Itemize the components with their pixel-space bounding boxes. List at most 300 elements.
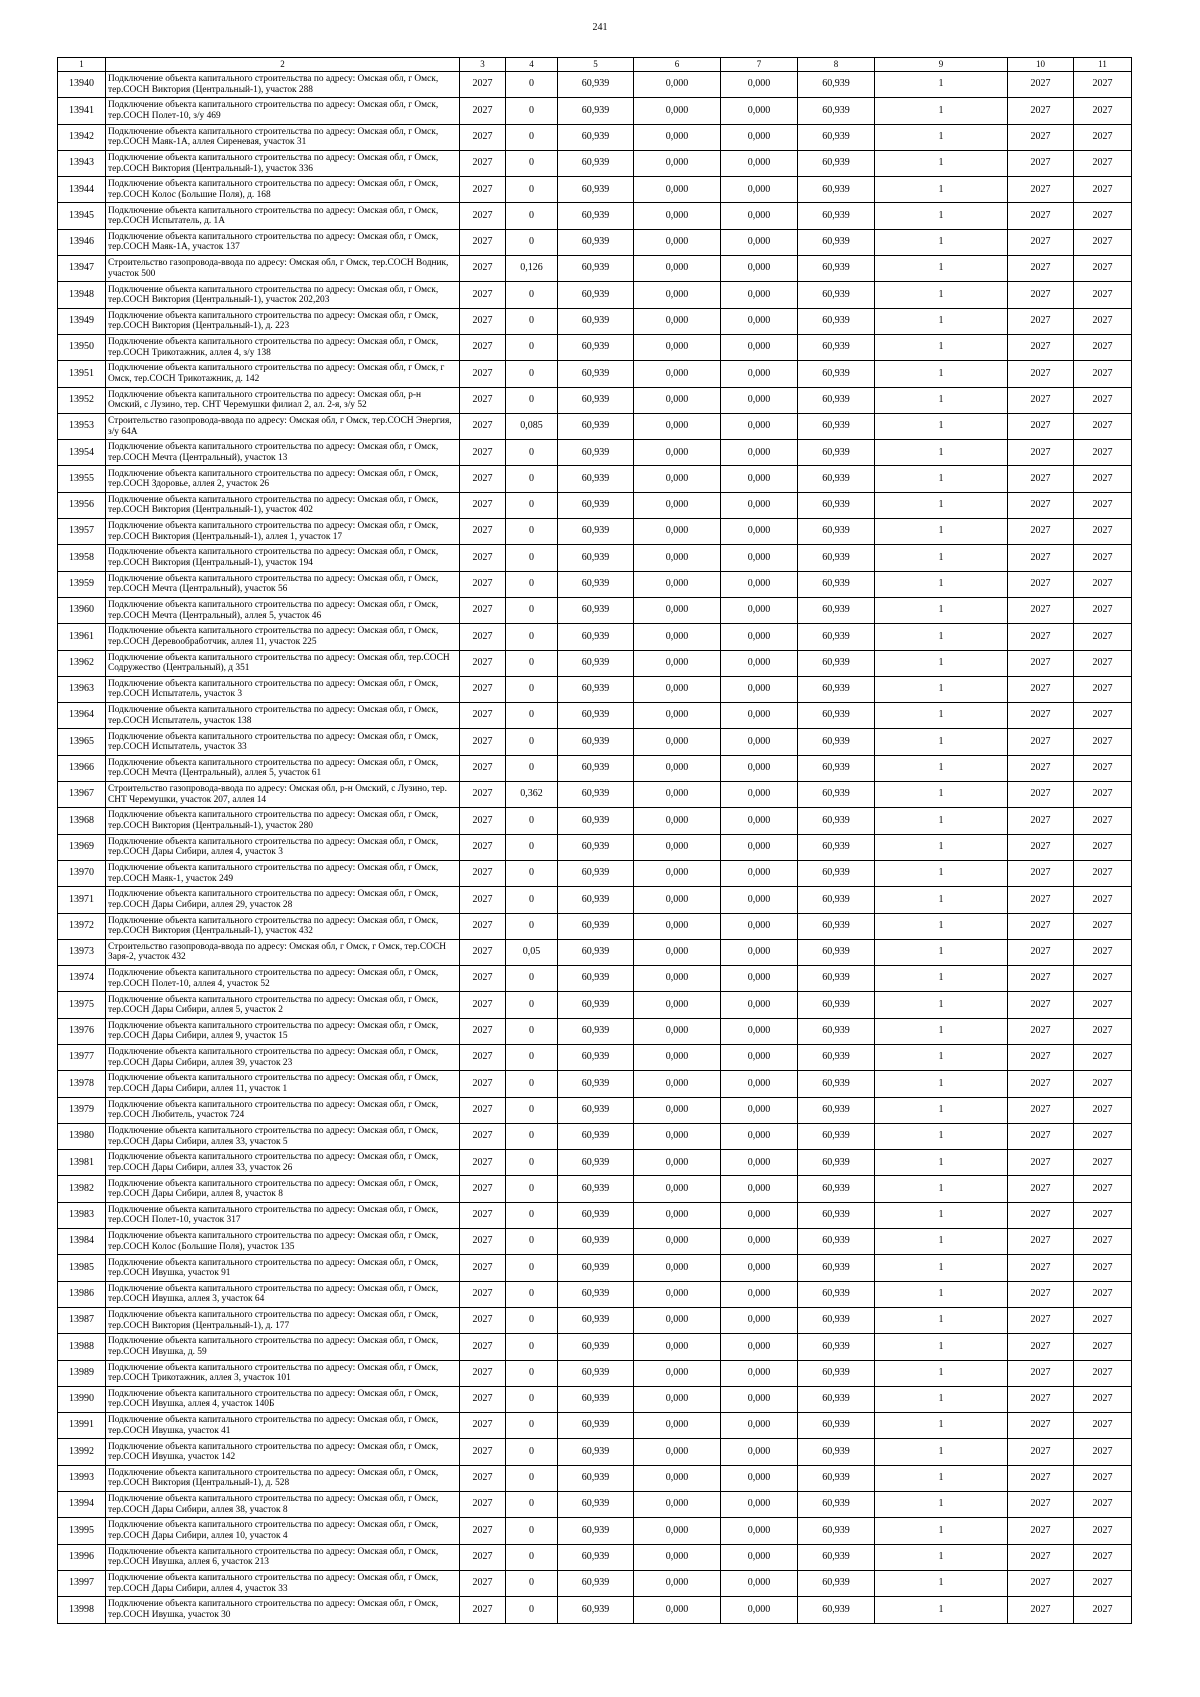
count-cell: 1: [875, 650, 1008, 676]
value-cell: 60,939: [558, 887, 634, 913]
count-cell: 1: [875, 1597, 1008, 1623]
value-cell: 0,000: [721, 676, 798, 702]
length-cell: 0: [506, 1018, 558, 1044]
value-cell: 60,939: [558, 229, 634, 255]
value-cell: 60,939: [798, 703, 875, 729]
value-cell: 60,939: [798, 203, 875, 229]
value-cell: 60,939: [558, 98, 634, 124]
value-cell: 60,939: [798, 72, 875, 98]
row-number-cell: 13964: [58, 703, 106, 729]
table-row: [58, 1229, 1132, 1255]
count-cell: 1: [875, 939, 1008, 965]
value-cell: 0,000: [634, 966, 721, 992]
year-cell: 2027: [460, 203, 506, 229]
start-year-cell: 2027: [1008, 992, 1074, 1018]
value-cell: 0,000: [721, 1439, 798, 1465]
header-cell: 3: [460, 58, 506, 72]
length-cell: 0: [506, 1439, 558, 1465]
length-cell: 0: [506, 992, 558, 1018]
row-number-cell: 13953: [58, 413, 106, 439]
description-cell: Подключение объекта капитального строительства по адресу: Омская обл, г Омск, тер.СОСН Дары Сибири, аллея 39, участок 23: [106, 1044, 460, 1070]
start-year-cell: 2027: [1008, 1544, 1074, 1570]
value-cell: 60,939: [798, 1097, 875, 1123]
row-number-cell: 13994: [58, 1492, 106, 1518]
length-cell: 0: [506, 597, 558, 623]
year-cell: 2027: [460, 282, 506, 308]
start-year-cell: 2027: [1008, 624, 1074, 650]
table-row: [58, 1386, 1132, 1412]
description-cell: Подключение объекта капитального строительства по адресу: Омская обл, г Омск, тер.СОСН Мечта (Центральный), участок 13: [106, 440, 460, 466]
count-cell: 1: [875, 282, 1008, 308]
description-cell: Строительство газопровода-ввода по адресу: Омская обл, р-н Омский, с Лузино, тер. СНТ Черемушки, участок 207, аллея 14: [106, 782, 460, 808]
start-year-cell: 2027: [1008, 334, 1074, 360]
row-number-cell: 13957: [58, 519, 106, 545]
value-cell: 60,939: [798, 98, 875, 124]
end-year-cell: 2027: [1074, 597, 1132, 623]
row-number-cell: 13989: [58, 1360, 106, 1386]
end-year-cell: 2027: [1074, 834, 1132, 860]
value-cell: 0,000: [721, 519, 798, 545]
value-cell: 0,000: [634, 150, 721, 176]
value-cell: 0,000: [634, 1492, 721, 1518]
year-cell: 2027: [460, 1071, 506, 1097]
start-year-cell: 2027: [1008, 1097, 1074, 1123]
value-cell: 0,000: [634, 1281, 721, 1307]
count-cell: 1: [875, 387, 1008, 413]
end-year-cell: 2027: [1074, 519, 1132, 545]
row-number-cell: 13976: [58, 1018, 106, 1044]
count-cell: 1: [875, 1281, 1008, 1307]
value-cell: 0,000: [634, 860, 721, 886]
year-cell: 2027: [460, 860, 506, 886]
start-year-cell: 2027: [1008, 1307, 1074, 1333]
count-cell: 1: [875, 98, 1008, 124]
value-cell: 60,939: [798, 440, 875, 466]
length-cell: 0: [506, 1597, 558, 1623]
value-cell: 0,000: [634, 913, 721, 939]
length-cell: 0: [506, 1334, 558, 1360]
value-cell: 60,939: [558, 282, 634, 308]
start-year-cell: 2027: [1008, 1518, 1074, 1544]
length-cell: 0: [506, 361, 558, 387]
value-cell: 60,939: [798, 150, 875, 176]
value-cell: 60,939: [558, 1597, 634, 1623]
start-year-cell: 2027: [1008, 1255, 1074, 1281]
start-year-cell: 2027: [1008, 939, 1074, 965]
row-number-cell: 13974: [58, 966, 106, 992]
length-cell: 0: [506, 676, 558, 702]
value-cell: 0,000: [721, 1071, 798, 1097]
value-cell: 0,000: [634, 1465, 721, 1491]
value-cell: 0,000: [721, 334, 798, 360]
end-year-cell: 2027: [1074, 1597, 1132, 1623]
value-cell: 0,000: [634, 177, 721, 203]
year-cell: 2027: [460, 1544, 506, 1570]
row-number-cell: 13952: [58, 387, 106, 413]
value-cell: 0,000: [721, 387, 798, 413]
description-cell: Подключение объекта капитального строительства по адресу: Омская обл, тер.СОСН Содружество (Центральный), д 351: [106, 650, 460, 676]
value-cell: 0,000: [721, 1413, 798, 1439]
table-row: [58, 992, 1132, 1018]
year-cell: 2027: [460, 624, 506, 650]
start-year-cell: 2027: [1008, 124, 1074, 150]
end-year-cell: 2027: [1074, 229, 1132, 255]
value-cell: 60,939: [558, 308, 634, 334]
length-cell: 0,126: [506, 256, 558, 282]
row-number-cell: 13998: [58, 1597, 106, 1623]
description-cell: Подключение объекта капитального строительства по адресу: Омская обл, г Омск, тер.СОСН Деревообработчик, аллея 11, участок 225: [106, 624, 460, 650]
table-row: [58, 571, 1132, 597]
row-number-cell: 13995: [58, 1518, 106, 1544]
year-cell: 2027: [460, 440, 506, 466]
year-cell: 2027: [460, 72, 506, 98]
count-cell: 1: [875, 466, 1008, 492]
end-year-cell: 2027: [1074, 1255, 1132, 1281]
count-cell: 1: [875, 992, 1008, 1018]
count-cell: 1: [875, 150, 1008, 176]
start-year-cell: 2027: [1008, 1360, 1074, 1386]
year-cell: 2027: [460, 1229, 506, 1255]
end-year-cell: 2027: [1074, 1544, 1132, 1570]
count-cell: 1: [875, 729, 1008, 755]
end-year-cell: 2027: [1074, 1439, 1132, 1465]
year-cell: 2027: [460, 519, 506, 545]
start-year-cell: 2027: [1008, 1018, 1074, 1044]
page-number: 241: [592, 22, 608, 33]
value-cell: 60,939: [558, 860, 634, 886]
header-cell: 11: [1074, 58, 1132, 72]
value-cell: 0,000: [634, 545, 721, 571]
value-cell: 0,000: [721, 966, 798, 992]
year-cell: 2027: [460, 1281, 506, 1307]
description-cell: Подключение объекта капитального строительства по адресу: Омская обл, г Омск, тер.СОСН Мечта (Центральный), участок 56: [106, 571, 460, 597]
end-year-cell: 2027: [1074, 1229, 1132, 1255]
length-cell: 0: [506, 650, 558, 676]
end-year-cell: 2027: [1074, 887, 1132, 913]
row-number-cell: 13947: [58, 256, 106, 282]
description-cell: Подключение объекта капитального строительства по адресу: Омская обл, г Омск, тер.СОСН Ивушка, участок 30: [106, 1597, 460, 1623]
end-year-cell: 2027: [1074, 992, 1132, 1018]
count-cell: 1: [875, 597, 1008, 623]
length-cell: 0: [506, 808, 558, 834]
value-cell: 60,939: [558, 1255, 634, 1281]
table-row: [58, 1018, 1132, 1044]
value-cell: 60,939: [798, 650, 875, 676]
start-year-cell: 2027: [1008, 545, 1074, 571]
value-cell: 0,000: [634, 1202, 721, 1228]
start-year-cell: 2027: [1008, 1492, 1074, 1518]
description-cell: Подключение объекта капитального строительства по адресу: Омская обл, г Омск, тер.СОСН Дары Сибири, аллея 11, участок 1: [106, 1071, 460, 1097]
table-row: [58, 1202, 1132, 1228]
count-cell: 1: [875, 519, 1008, 545]
description-cell: Подключение объекта капитального строительства по адресу: Омская обл, г Омск, тер.СОСН Ивушка, аллея 6, участок 213: [106, 1544, 460, 1570]
value-cell: 60,939: [798, 1413, 875, 1439]
year-cell: 2027: [460, 1123, 506, 1149]
table-row: [58, 1071, 1132, 1097]
value-cell: 0,000: [721, 1334, 798, 1360]
table-row: [58, 256, 1132, 282]
value-cell: 0,000: [634, 1097, 721, 1123]
count-cell: 1: [875, 256, 1008, 282]
start-year-cell: 2027: [1008, 1570, 1074, 1596]
count-cell: 1: [875, 177, 1008, 203]
year-cell: 2027: [460, 545, 506, 571]
description-cell: Строительство газопровода-ввода по адресу: Омская обл, г Омск, тер.СОСН Энергия, з/у 64А: [106, 413, 460, 439]
value-cell: 0,000: [721, 860, 798, 886]
start-year-cell: 2027: [1008, 703, 1074, 729]
value-cell: 0,000: [634, 755, 721, 781]
row-number-cell: 13961: [58, 624, 106, 650]
start-year-cell: 2027: [1008, 913, 1074, 939]
value-cell: 0,000: [721, 1018, 798, 1044]
value-cell: 0,000: [721, 703, 798, 729]
end-year-cell: 2027: [1074, 913, 1132, 939]
value-cell: 60,939: [558, 1360, 634, 1386]
end-year-cell: 2027: [1074, 1281, 1132, 1307]
table-row: [58, 545, 1132, 571]
year-cell: 2027: [460, 1018, 506, 1044]
table-row: [58, 1255, 1132, 1281]
year-cell: 2027: [460, 124, 506, 150]
start-year-cell: 2027: [1008, 1176, 1074, 1202]
value-cell: 0,000: [634, 1044, 721, 1070]
end-year-cell: 2027: [1074, 1413, 1132, 1439]
year-cell: 2027: [460, 150, 506, 176]
count-cell: 1: [875, 1018, 1008, 1044]
start-year-cell: 2027: [1008, 466, 1074, 492]
description-cell: Подключение объекта капитального строительства по адресу: Омская обл, г Омск, тер.СОСН Ивушка, участок 91: [106, 1255, 460, 1281]
value-cell: 60,939: [558, 1386, 634, 1412]
description-cell: Подключение объекта капитального строительства по адресу: Омская обл, г Омск, тер.СОСН Маяк-1, участок 249: [106, 860, 460, 886]
value-cell: 60,939: [558, 1150, 634, 1176]
year-cell: 2027: [460, 834, 506, 860]
end-year-cell: 2027: [1074, 729, 1132, 755]
value-cell: 0,000: [721, 1123, 798, 1149]
count-cell: 1: [875, 1492, 1008, 1518]
description-cell: Подключение объекта капитального строительства по адресу: Омская обл, г Омск, тер.СОСН Дары Сибири, аллея 5, участок 2: [106, 992, 460, 1018]
length-cell: 0: [506, 308, 558, 334]
length-cell: 0: [506, 1123, 558, 1149]
description-cell: Подключение объекта капитального строительства по адресу: Омская обл, г Омск, тер.СОСН Дары Сибири, аллея 33, участок 5: [106, 1123, 460, 1149]
year-cell: 2027: [460, 1465, 506, 1491]
count-cell: 1: [875, 203, 1008, 229]
value-cell: 60,939: [798, 1334, 875, 1360]
value-cell: 0,000: [721, 72, 798, 98]
end-year-cell: 2027: [1074, 124, 1132, 150]
year-cell: 2027: [460, 1439, 506, 1465]
year-cell: 2027: [460, 177, 506, 203]
value-cell: 60,939: [798, 1255, 875, 1281]
value-cell: 0,000: [634, 308, 721, 334]
value-cell: 0,000: [721, 755, 798, 781]
description-cell: Подключение объекта капитального строительства по адресу: Омская обл, г Омск, тер.СОСН Мечта (Центральный), аллея 5, участок 46: [106, 597, 460, 623]
value-cell: 0,000: [634, 519, 721, 545]
value-cell: 60,939: [558, 1229, 634, 1255]
value-cell: 0,000: [721, 1097, 798, 1123]
value-cell: 0,000: [634, 203, 721, 229]
value-cell: 0,000: [634, 1071, 721, 1097]
length-cell: 0: [506, 834, 558, 860]
table-row: [58, 440, 1132, 466]
value-cell: 0,000: [634, 1176, 721, 1202]
description-cell: Подключение объекта капитального строительства по адресу: Омская обл, г Омск, тер.СОСН Трикотажник, аллея 4, з/у 138: [106, 334, 460, 360]
value-cell: 60,939: [558, 177, 634, 203]
value-cell: 0,000: [634, 1518, 721, 1544]
row-number-cell: 13951: [58, 361, 106, 387]
count-cell: 1: [875, 545, 1008, 571]
count-cell: 1: [875, 413, 1008, 439]
value-cell: 0,000: [721, 124, 798, 150]
start-year-cell: 2027: [1008, 361, 1074, 387]
row-number-cell: 13977: [58, 1044, 106, 1070]
value-cell: 60,939: [798, 1123, 875, 1149]
value-cell: 0,000: [721, 1544, 798, 1570]
value-cell: 60,939: [798, 1281, 875, 1307]
description-cell: Подключение объекта капитального строительства по адресу: Омская обл, г Омск, тер.СОСН Полет-10, аллея 4, участок 52: [106, 966, 460, 992]
table-row: [58, 1413, 1132, 1439]
year-cell: 2027: [460, 808, 506, 834]
year-cell: 2027: [460, 1255, 506, 1281]
description-cell: Подключение объекта капитального строительства по адресу: Омская обл, г Омск, тер.СОСН Испытатель, участок 33: [106, 729, 460, 755]
value-cell: 0,000: [634, 650, 721, 676]
count-cell: 1: [875, 124, 1008, 150]
value-cell: 0,000: [721, 282, 798, 308]
value-cell: 60,939: [558, 361, 634, 387]
value-cell: 60,939: [798, 913, 875, 939]
table-row: [58, 1360, 1132, 1386]
value-cell: 60,939: [558, 72, 634, 98]
value-cell: 60,939: [798, 966, 875, 992]
value-cell: 60,939: [798, 1544, 875, 1570]
start-year-cell: 2027: [1008, 1202, 1074, 1228]
year-cell: 2027: [460, 98, 506, 124]
start-year-cell: 2027: [1008, 1071, 1074, 1097]
year-cell: 2027: [460, 571, 506, 597]
end-year-cell: 2027: [1074, 1465, 1132, 1491]
value-cell: 0,000: [634, 492, 721, 518]
row-number-cell: 13970: [58, 860, 106, 886]
count-cell: 1: [875, 229, 1008, 255]
year-cell: 2027: [460, 1044, 506, 1070]
end-year-cell: 2027: [1074, 1202, 1132, 1228]
value-cell: 0,000: [721, 1386, 798, 1412]
length-cell: 0: [506, 1544, 558, 1570]
start-year-cell: 2027: [1008, 597, 1074, 623]
value-cell: 0,000: [634, 782, 721, 808]
value-cell: 0,000: [721, 466, 798, 492]
count-cell: 1: [875, 1386, 1008, 1412]
table-row: [58, 834, 1132, 860]
row-number-cell: 13997: [58, 1570, 106, 1596]
value-cell: 60,939: [798, 676, 875, 702]
table-row: [58, 597, 1132, 623]
value-cell: 60,939: [798, 1570, 875, 1596]
row-number-cell: 13967: [58, 782, 106, 808]
table-row: [58, 1334, 1132, 1360]
value-cell: 60,939: [798, 1597, 875, 1623]
length-cell: 0: [506, 466, 558, 492]
row-number-cell: 13984: [58, 1229, 106, 1255]
length-cell: 0: [506, 387, 558, 413]
end-year-cell: 2027: [1074, 1570, 1132, 1596]
table-row: [58, 1150, 1132, 1176]
table-row: [58, 1281, 1132, 1307]
end-year-cell: 2027: [1074, 624, 1132, 650]
count-cell: 1: [875, 887, 1008, 913]
value-cell: 60,939: [558, 1518, 634, 1544]
length-cell: 0: [506, 966, 558, 992]
row-number-cell: 13993: [58, 1465, 106, 1491]
end-year-cell: 2027: [1074, 466, 1132, 492]
length-cell: 0: [506, 1044, 558, 1070]
length-cell: 0: [506, 440, 558, 466]
value-cell: 60,939: [558, 1018, 634, 1044]
length-cell: 0: [506, 519, 558, 545]
table-row: [58, 650, 1132, 676]
row-number-cell: 13946: [58, 229, 106, 255]
description-cell: Подключение объекта капитального строительства по адресу: Омская обл, г Омск, тер.СОСН Виктория (Центральный-1), участок 336: [106, 150, 460, 176]
length-cell: 0: [506, 1202, 558, 1228]
row-number-cell: 13986: [58, 1281, 106, 1307]
year-cell: 2027: [460, 650, 506, 676]
table-row: [58, 729, 1132, 755]
value-cell: 0,000: [634, 1307, 721, 1333]
description-cell: Подключение объекта капитального строительства по адресу: Омская обл, г Омск, тер.СОСН Мечта (Центральный), аллея 5, участок 61: [106, 755, 460, 781]
table-header: [58, 58, 1132, 72]
row-number-cell: 13969: [58, 834, 106, 860]
value-cell: 0,000: [634, 1123, 721, 1149]
value-cell: 60,939: [798, 413, 875, 439]
description-cell: Подключение объекта капитального строительства по адресу: Омская обл, г Омск, тер.СОСН Ивушка, аллея 3, участок 64: [106, 1281, 460, 1307]
value-cell: 0,000: [634, 834, 721, 860]
value-cell: 0,000: [634, 1150, 721, 1176]
count-cell: 1: [875, 1334, 1008, 1360]
description-cell: Подключение объекта капитального строительства по адресу: Омская обл, г Омск, г Омск, тер.СОСН Трикотажник, д. 142: [106, 361, 460, 387]
value-cell: 60,939: [558, 782, 634, 808]
header-cell: 7: [721, 58, 798, 72]
value-cell: 0,000: [721, 177, 798, 203]
year-cell: 2027: [460, 1202, 506, 1228]
value-cell: 0,000: [634, 992, 721, 1018]
value-cell: 0,000: [721, 308, 798, 334]
value-cell: 60,939: [798, 282, 875, 308]
value-cell: 0,000: [634, 1439, 721, 1465]
value-cell: 0,000: [634, 256, 721, 282]
end-year-cell: 2027: [1074, 72, 1132, 98]
end-year-cell: 2027: [1074, 782, 1132, 808]
value-cell: 60,939: [558, 650, 634, 676]
start-year-cell: 2027: [1008, 413, 1074, 439]
table-row: [58, 1465, 1132, 1491]
end-year-cell: 2027: [1074, 1492, 1132, 1518]
start-year-cell: 2027: [1008, 1386, 1074, 1412]
header-row: [58, 58, 1132, 72]
description-cell: Подключение объекта капитального строительства по адресу: Омская обл, г Омск, тер.СОСН Виктория (Центральный-1), участок 202,203: [106, 282, 460, 308]
value-cell: 60,939: [558, 834, 634, 860]
length-cell: 0: [506, 1071, 558, 1097]
start-year-cell: 2027: [1008, 1123, 1074, 1149]
end-year-cell: 2027: [1074, 492, 1132, 518]
length-cell: 0: [506, 624, 558, 650]
value-cell: 0,000: [634, 1018, 721, 1044]
value-cell: 60,939: [798, 1518, 875, 1544]
start-year-cell: 2027: [1008, 98, 1074, 124]
value-cell: 60,939: [798, 992, 875, 1018]
value-cell: 60,939: [558, 1123, 634, 1149]
value-cell: 60,939: [798, 519, 875, 545]
value-cell: 60,939: [798, 782, 875, 808]
year-cell: 2027: [460, 1386, 506, 1412]
